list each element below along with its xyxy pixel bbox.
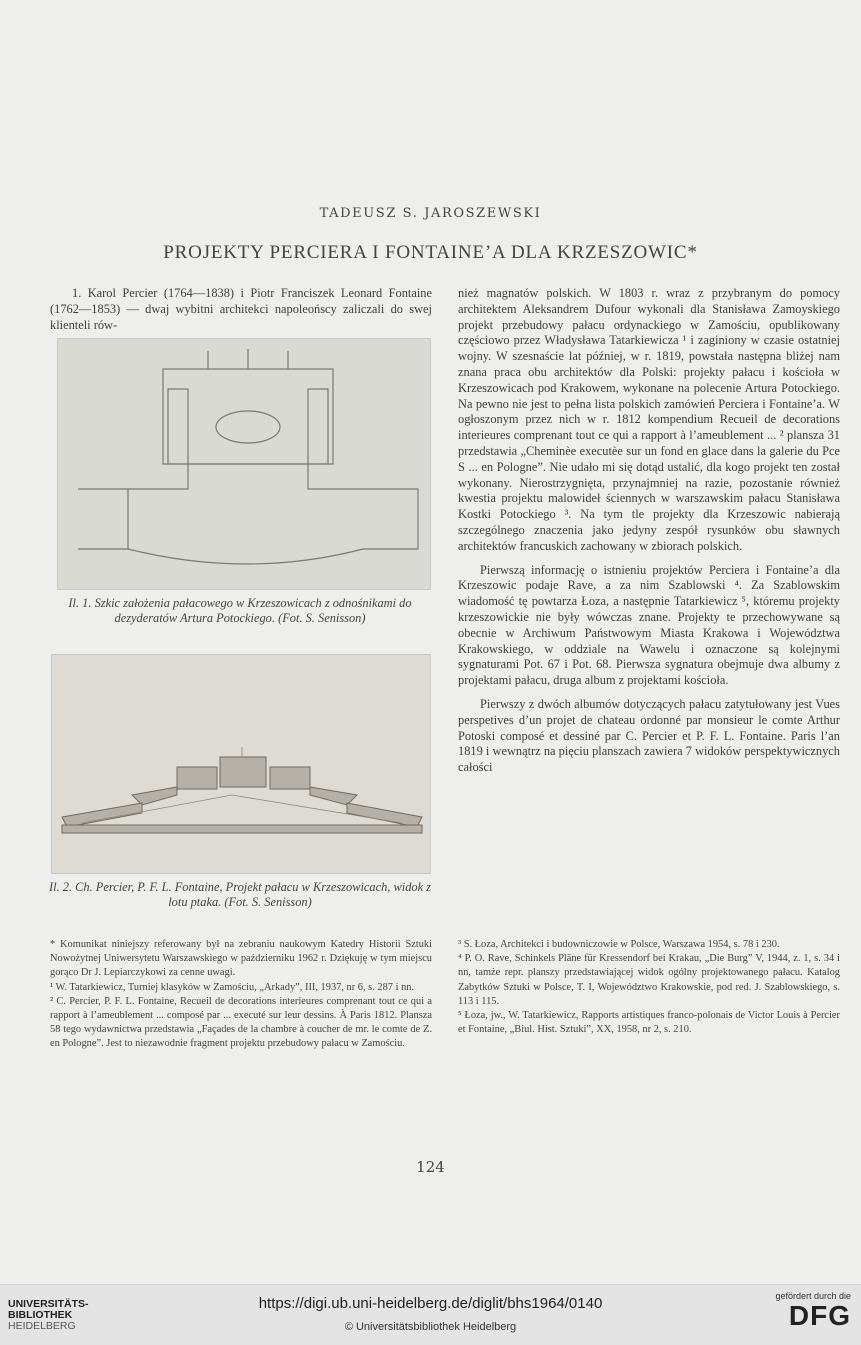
footnote: * Komunikat niniejszy referowany był na zebraniu naukowym Katedry Historii Sztuki Nowożytnej Uniwersytetu Warszawskiego w październiku 1962 r. Dziękuję w tym miejscu gorąco Dr J. Lepiarczykowi za cenne uwagi.: [50, 939, 432, 979]
footnote: ⁴ P. O. Rave, Schinkels Pläne für Kressendorf bei Krakau, „Die Burg” V, 1944, z. 1, s. 34 i nn, tamże repr. planszy przedstawiającej widok ogólny projektowanego pałacu. Katalog Zabytków Sztuki w Polsce, T. I, Województwo Krakowskie, pod red. J. Szablowskiego, s. 113 i 115.: [458, 953, 840, 1007]
figure-1-plan-sketch: [57, 338, 431, 590]
author: TADEUSZ S. JAROSZEWSKI: [319, 206, 542, 221]
footnote: ³ S. Łoza, Architekci i budowniczowie w Polsce, Warszawa 1954, s. 78 i 230.: [458, 939, 780, 950]
footnote: ¹ W. Tatarkiewicz, Turniej klasyków w Zamościu, „Arkady”, III, 1937, nr 6, s. 287 i nn.: [50, 981, 415, 993]
plan-sketch-drawing: [58, 339, 430, 589]
figure-2-caption: Il. 2. Ch. Percier, P. F. L. Fontaine, Projekt pałacu w Krzeszowicach, widok z lotu ptaka. (Fot. S. Senisson): [48, 880, 432, 909]
page-number: 124: [416, 1158, 445, 1176]
intro-paragraph: 1. Karol Percier (1764—1838) i Piotr Franciszek Leonard Fontaine (1762—1853) — dwaj wybitni architekci napoleońscy zaliczali do swej klienteli rów-: [50, 286, 432, 332]
article-title: PROJEKTY PERCIERA I FONTAINE’A DLA KRZESZOWIC*: [163, 242, 698, 263]
footnote: ⁵ Łoza, jw., W. Tatarkiewicz, Rapports artistiques franco-polonais de Victor Louis à Percier et Fontaine, „Biul. Hist. Sztuki”, XX, 1958, nr 2, s. 210.: [458, 1010, 840, 1036]
figure-2-aerial-view: [51, 654, 431, 874]
copyright-notice: © Universitätsbibliothek Heidelberg: [344, 1321, 517, 1333]
footnote: ² C. Percier, P. F. L. Fontaine, Recueil de decorations interieures comprenant tout ce qui a rapport à l’ameublement ... composé par ... executé sur leur dessins. À Paris 1812. Plansza 58 tego wydawnictwa przedstawia „Façades de la chambre à coucher de mr. le comte de Z. en Pologne”. Jest to niezawodnie fragment projektu przebudowy pałacu w Zamościu.: [50, 995, 432, 1050]
right-column-body: [458, 286, 840, 784]
paragraph-2: Pierwszą informację o istnieniu projektów Perciera i Fontaine’a dla Krzeszowic podaje Rave, a za nim Szablowski ⁴. Za Szablowskim wiadomość tę powtarza Łoza, a następnie Tatarkiewicz ⁵, któremu projekty krzeszowickie nie były wówczas znane. Projekty te przechowywane są obecnie w Archiwum Państwowym Miasta Krakowa i Województwa Krakowskiego, w oddziale na Wawelu i oznaczone są kolejnymi sygnaturami Pot. 67 i Pot. 68. Pierwsza sygnatura obejmuje dwa albumy z projektami pałacu, druga album z projektami kościoła.: [458, 562, 840, 688]
university-library-logo[interactable]: UNIVERSITÄTS- BIBLIOTHEK HEIDELBERG: [8, 1298, 89, 1332]
aerial-view-drawing: [52, 655, 430, 873]
figure-1-caption: Il. 1. Szkic założenia pałacowego w Krzeszowicach z odnośnikami do dezyderatów Artura Potockiego. (Fot. S. Senisson): [68, 596, 412, 625]
paragraph-1: nież magnatów polskich. W 1803 r. wraz z przybranym do pomocy architektem Aleksandrem Dufour wykonali dla Stanisława Zamoyskiego projekt przebudowy pałacu ordynackiego w Zamościu, opublikowany częściowo przez Władysława Tatarkiewicza ¹ i zaginiony w czasie ostatniej wojny. W szesnaście lat później, w r. 1819, powstała następna bliżej nam znana praca obu architektów dla Polski: projekty pałacu i kościoła w Krzeszowicach pod Krakowem, wykonane na polecenie Artura Potockiego. Na pewno nie jest to pełna lista polskich zamówień Perciera i Fontaine’a. W ogłoszonym przez nich w r. 1812 kompendium Recueil de decorations interieures comprenant tout ce qui a rapport à l’ameublement ... ² plansza 31 przedstawia „Cheminèe executèe sur un fond en glace dans la galerie du Pce S ... en Pologne”. Nie udało mi się dotąd ustalić, dla kogo projekt ten został wykonany. Nierostrzygnięta, przynajmniej na razie, pozostanie również kwestia projektu malowideł ściennych w warszawskim pałacu Stanisława Kostki Potockiego ³. Na tym tle projekty dla Krzeszowic nabierają szczególnego znaczenia jako jedyny zespół rysunków obu sławnych architektów francuskich zachowany w zbiorach polskich.: [458, 286, 840, 553]
footnotes-left: [50, 938, 432, 1052]
paragraph-3: Pierwszy z dwóch albumów dotyczących pałacu zatytułowany jest Vues perspetives d’un projet de chateau ordonné par monsieur le comte Arthur Potoski composé et dessiné par C. Percier et P. F. L. Fontaine. Paris l’an 1819 i wewnątrz na pięciu planszach zawiera 7 widoków perspektywicznych całości: [458, 696, 840, 775]
permalink-url[interactable]: https://digi.ub.uni-heidelberg.de/diglit/bhs1964/0140: [258, 1295, 603, 1312]
viewer-footer: [0, 1284, 861, 1345]
footnotes-right: [458, 938, 840, 1037]
dfg-logo[interactable]: gefördert durch die DFG: [775, 1291, 851, 1331]
